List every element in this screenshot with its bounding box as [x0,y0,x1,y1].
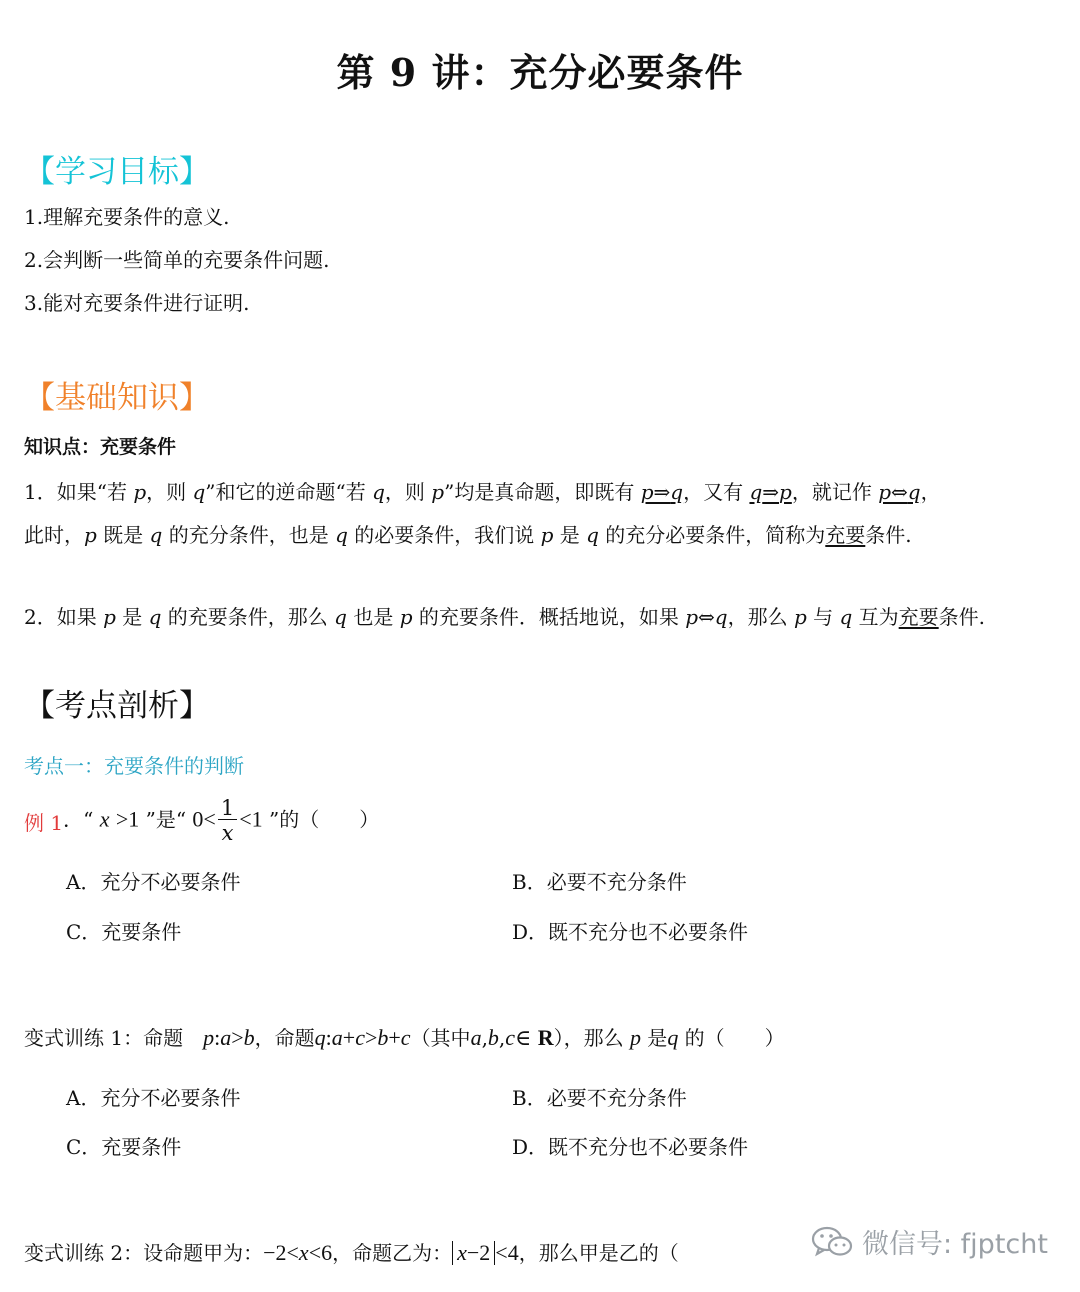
analysis-heading: 【考点剖析】 [24,688,210,724]
variant-1-question: 变式训练 1：命题 p:a>b，命题q:a+c>b+c（其中a,b,c∈ R），那么 p 是q 的（ ） [24,1025,785,1050]
variant-2-question: 变式训练 2：设命题甲为：−2<x<6，命题乙为： x−2 <4，那么甲是乙的（ [24,1240,679,1265]
goal-item-2: 2.会判断一些简单的充要条件问题. [24,248,330,272]
knowledge-item-2: 2．如果 p 是 q 的充要条件，那么 q 也是 p 的充要条件．概括地说，如果 p⇔q，那么 p 与 q 互为充要条件. [24,605,986,629]
basics-heading: 【基础知识】 [24,380,210,416]
knowledge-point-heading: 知识点：充要条件 [24,436,177,458]
variant-1-option-c: C．充要条件 [66,1135,182,1159]
example-1-option-c: C．充要条件 [66,920,182,944]
example-1-option-d: D．既不充分也不必要条件 [512,920,749,944]
absolute-value: x−2 [452,1241,495,1265]
goal-item-3: 3.能对充要条件进行证明. [24,291,250,315]
goal-item-1: 1.理解充要条件的意义. [24,205,230,229]
example-1-option-b: B．必要不充分条件 [512,870,687,894]
wechat-icon [810,1225,854,1259]
watermark-text: 微信号: fjptcht [862,1229,1048,1260]
learning-goals-heading: 【学习目标】 [24,154,210,190]
fraction-1-over-x: $\frac{1}{x}$ [218,798,237,844]
page-title: 第 9 讲：充分必要条件 [336,50,744,95]
knowledge-item-1-line-2: 此时，p 既是 q 的充分条件，也是 q 的必要条件，我们说 p 是 q 的充分必要条件，简称为充要条件. [24,523,912,547]
wechat-watermark [810,1222,1048,1261]
knowledge-item-1-line-1: 1．如果“若 p，则 q”和它的逆命题“若 q，则 p”均是真命题，即既有 p⇒q，又有 q⇒p，就记作 p⇔q， [24,480,941,504]
example-1-question: 例 1 ．“ x >1 ”是“ 0< $\frac{1}{x}$ <1 ”的（ ） [24,796,380,845]
variant-1-option-a: A．充分不必要条件 [66,1086,241,1110]
point-1-title: 考点一：充要条件的判断 [24,754,244,778]
variant-1-option-d: D．既不充分也不必要条件 [512,1135,749,1159]
variant-1-option-b: B．必要不充分条件 [512,1086,687,1110]
example-1-option-a: A．充分不必要条件 [66,870,241,894]
example-1-label: 例 1 [24,810,64,835]
